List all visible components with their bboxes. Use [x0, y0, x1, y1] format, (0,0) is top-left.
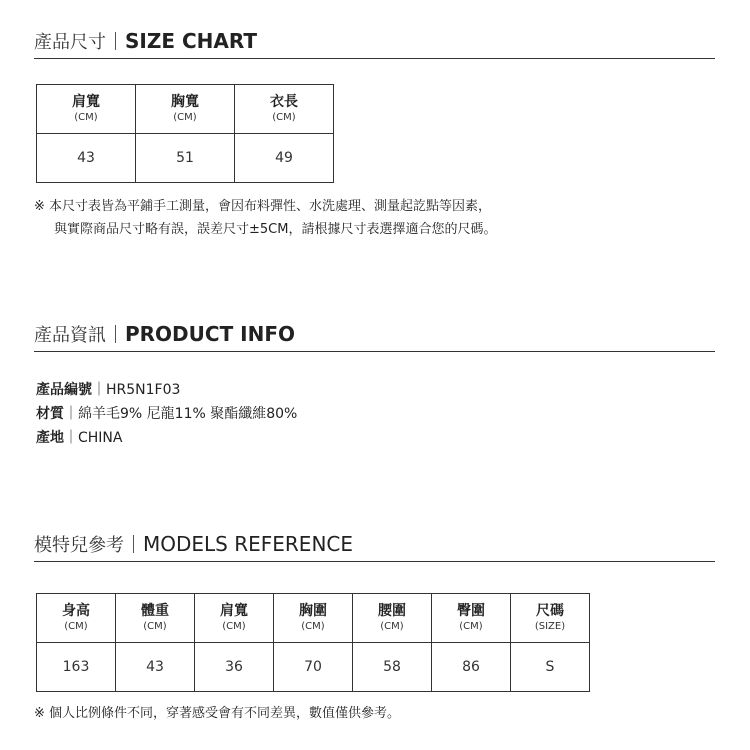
models-note: ※ 個人比例條件不同，穿著感受會有不同差異，數值僅供參考。: [34, 706, 401, 721]
col-unit: (CM): [459, 620, 483, 632]
size-col-header: [136, 85, 235, 134]
title-divider: [115, 325, 116, 343]
col-name: 肩寬: [220, 602, 248, 619]
col-name: 尺碼: [536, 602, 564, 619]
col-unit: (CM): [173, 111, 197, 123]
model-cell: 70: [274, 643, 353, 692]
col-unit: (CM): [222, 620, 246, 632]
model-col-header: [195, 594, 274, 643]
product-info-title-en: PRODUCT INFO: [125, 322, 296, 346]
col-name: 胸寬: [171, 93, 199, 110]
col-name: 衣長: [270, 93, 298, 110]
col-unit: (CM): [301, 620, 325, 632]
product-info-list: [36, 378, 297, 450]
model-cell: 86: [432, 643, 511, 692]
model-col-header: [511, 594, 590, 643]
model-cell: S: [511, 643, 590, 692]
models-title-zh: 模特兒參考: [34, 535, 124, 556]
info-row-code: [36, 378, 297, 402]
info-value: CHINA: [78, 430, 123, 446]
size-chart-note: [34, 195, 496, 241]
model-col-header: [37, 594, 116, 643]
info-key: 產地: [36, 430, 64, 446]
info-sep: ｜: [64, 430, 78, 446]
models-title-en: MODELS REFERENCE: [143, 532, 353, 556]
info-value: 綿羊毛9% 尼龍11% 聚酯纖維80%: [78, 406, 298, 422]
model-cell: 36: [195, 643, 274, 692]
info-key: 材質: [36, 406, 64, 422]
col-unit: (CM): [64, 620, 88, 632]
info-key: 產品編號: [36, 382, 92, 398]
size-col-header: [37, 85, 136, 134]
size-cell: 43: [37, 134, 136, 183]
model-col-header: [274, 594, 353, 643]
col-name: 臀圍: [457, 602, 485, 619]
size-col-header: [235, 85, 334, 134]
model-col-header: [432, 594, 511, 643]
size-chart-title-en: SIZE CHART: [125, 29, 258, 53]
title-divider: [115, 32, 116, 50]
product-info-title-zh: 產品資訊: [34, 325, 106, 346]
size-chart-title-zh: 產品尺寸: [34, 32, 106, 53]
model-cell: 163: [37, 643, 116, 692]
product-info-header: [34, 321, 715, 352]
size-cell: 51: [136, 134, 235, 183]
size-chart-header: [34, 28, 715, 59]
model-col-header: [353, 594, 432, 643]
col-unit: (CM): [143, 620, 167, 632]
info-row-origin: [36, 426, 297, 450]
size-chart-table: [36, 84, 334, 183]
col-unit: (CM): [272, 111, 296, 123]
size-note-line1: ※ 本尺寸表皆為平鋪手工測量，會因布料彈性、水洗處理、測量起訖點等因素，: [34, 199, 492, 214]
col-unit: (SIZE): [534, 620, 566, 632]
info-sep: ｜: [92, 382, 106, 398]
info-value: HR5N1F03: [106, 382, 181, 398]
info-sep: ｜: [64, 406, 78, 422]
col-name: 胸圍: [299, 602, 327, 619]
info-row-material: [36, 402, 297, 426]
size-cell: 49: [235, 134, 334, 183]
col-unit: (CM): [74, 111, 98, 123]
col-unit: (CM): [380, 620, 404, 632]
col-name: 身高: [62, 602, 90, 619]
size-note-line2: 與實際商品尺寸略有誤，誤差尺寸±5CM，請根據尺寸表選擇適合您的尺碼。: [54, 222, 497, 237]
title-divider: [133, 535, 134, 553]
models-reference-header: [34, 531, 715, 562]
col-name: 肩寬: [72, 93, 100, 110]
model-cell: 43: [116, 643, 195, 692]
model-col-header: [116, 594, 195, 643]
models-reference-table: [36, 593, 590, 692]
col-name: 腰圍: [378, 602, 406, 619]
col-name: 體重: [141, 602, 169, 619]
model-cell: 58: [353, 643, 432, 692]
